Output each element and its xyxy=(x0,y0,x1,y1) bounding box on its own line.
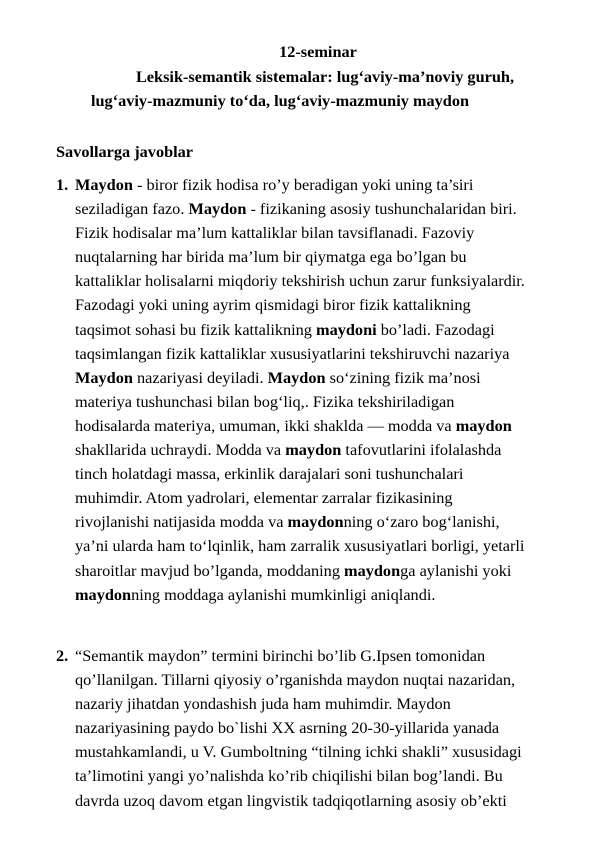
text-line xyxy=(56,269,586,293)
text-run: materiya tushunchasi bilan bog‘liq,. Fizika tekshiriladigan xyxy=(75,391,455,411)
text-line xyxy=(56,390,586,414)
text-run: tafovutlarini ifolalashda xyxy=(341,440,502,460)
text-run: ya’ni ularda ham to‘lqinlik, ham zarralik xususiyatlari borligi, yetarli xyxy=(75,536,525,556)
bold-term: maydon xyxy=(287,512,344,532)
text-run: mustahkamlandi, u V. Gumboltning “tilning ichki shakli” xususidagi xyxy=(75,742,522,762)
text-run: nazariy jihatdan yondashish juda ham muhimdir. Maydon xyxy=(75,694,451,714)
text-line xyxy=(56,462,586,486)
text-line xyxy=(56,366,586,390)
text-line xyxy=(56,173,586,197)
title-line-1: Leksik-semantik sistemalar: lug‘aviy-ma’noviy guruh, xyxy=(135,67,515,86)
bold-term: maydon xyxy=(75,584,132,604)
text-line xyxy=(56,583,586,607)
text-run: davrda uzoq davom etgan lingvistik tadqiqotlarning asosiy ob’ekti xyxy=(75,790,507,810)
section-heading: Savollarga javoblar xyxy=(56,142,194,161)
text-run: nazariyasi deyiladi. xyxy=(132,367,268,387)
text-line xyxy=(56,318,586,342)
text-run: Fazodagi yoki uning ayrim qismidagi biror fizik kattalikning xyxy=(75,295,471,315)
text-run: taqsimlangan fizik kattaliklar xususiyatlarini tekshiruvchi nazariya xyxy=(75,343,510,363)
text-line xyxy=(56,534,586,558)
bold-term: maydon xyxy=(344,560,401,580)
text-run: tinch holatdagi massa, erkinlik darajalari soni tushunchalari xyxy=(75,464,464,484)
text-line xyxy=(56,764,586,788)
text-run: ga aylanishi yoki xyxy=(400,560,512,580)
text-line xyxy=(56,414,586,438)
text-run: muhimdir. Atom yadrolari, elementar zarralar fizikasining xyxy=(75,488,453,508)
bold-term: maydoni xyxy=(316,319,377,339)
text-line xyxy=(56,692,586,716)
answer-text xyxy=(56,644,586,813)
text-line xyxy=(56,293,586,317)
text-run: qo’llanilgan. Tillarni qiyosiy o’rganishda maydon nuqtai nazaridan, xyxy=(75,670,516,690)
text-run: - fizikaning asosiy tushunchalaridan biri. xyxy=(246,199,517,219)
text-line xyxy=(56,510,586,534)
text-run: nuqtalarning har birida ma’lum bir qiymatga ega bo’lgan bu xyxy=(75,247,467,267)
text-run: so‘zining fizik ma’nosi xyxy=(325,367,481,387)
text-line xyxy=(56,716,586,740)
text-run: “Semantik maydon” termini birinchi bo’lib G.Ipsen tomonidan xyxy=(75,646,486,665)
text-run: sharoitlar mavjud bo’lganda, moddaning xyxy=(75,560,345,580)
text-line xyxy=(56,644,586,668)
bold-term: Maydon xyxy=(267,367,326,387)
item-number: 1. xyxy=(56,175,69,194)
text-run: - biror fizik hodisa ro’y beradigan yoki uning ta’siri xyxy=(132,175,474,194)
text-line xyxy=(56,559,586,583)
bold-term: maydon xyxy=(285,440,342,460)
text-line xyxy=(56,197,586,221)
title-line-2: lug‘aviy-mazmuniy to‘da, lug‘aviy-mazmuniy maydon xyxy=(90,91,470,110)
text-run: ta’limotini yangi yo’nalishda ko’rib chiqilishi bilan bog’landi. Bu xyxy=(75,766,503,786)
text-line xyxy=(56,342,586,366)
text-run: shakllarida uchraydi. Modda va xyxy=(75,440,286,460)
text-line xyxy=(56,245,586,269)
text-line xyxy=(56,486,586,510)
answer-item-2 xyxy=(56,644,586,813)
bold-term: Maydon xyxy=(75,367,133,387)
text-run: hodisalarda materiya, umuman, ikki shaklda — modda va xyxy=(75,415,456,435)
text-line xyxy=(56,221,586,245)
text-run: ning moddaga aylanishi mumkinligi aniqlandi. xyxy=(131,584,436,604)
bold-term: Maydon xyxy=(75,175,133,194)
text-line xyxy=(56,789,586,813)
text-run: seziladigan fazo. xyxy=(75,199,189,219)
text-run: nazariyasining paydo bo`lishi XX asrning 20-30-yillarida yanada xyxy=(75,718,500,738)
text-run: bo’ladi. Fazodagi xyxy=(376,319,495,339)
text-run: taqsimot sohasi bu fizik kattalikning xyxy=(75,319,317,339)
bold-term: maydon xyxy=(455,415,512,435)
text-line xyxy=(56,668,586,692)
text-line xyxy=(56,438,586,462)
text-run: kattaliklar holisalarni miqdoriy tekshirish uchun zarur funksiyalardir. xyxy=(75,271,525,291)
text-run: rivojlanishi natijasida modda va xyxy=(75,512,288,532)
text-run: Fizik hodisalar ma’lum kattaliklar bilan tavsiflanadi. Fazoviy xyxy=(75,223,475,243)
seminar-number: 12-seminar xyxy=(279,42,357,61)
text-run: ning o‘zaro bog‘lanishi, xyxy=(343,512,500,532)
answer-text xyxy=(56,173,586,607)
answer-item-1 xyxy=(56,173,586,607)
item-number: 2. xyxy=(56,646,69,665)
text-line xyxy=(56,740,586,764)
bold-term: Maydon xyxy=(188,199,247,219)
